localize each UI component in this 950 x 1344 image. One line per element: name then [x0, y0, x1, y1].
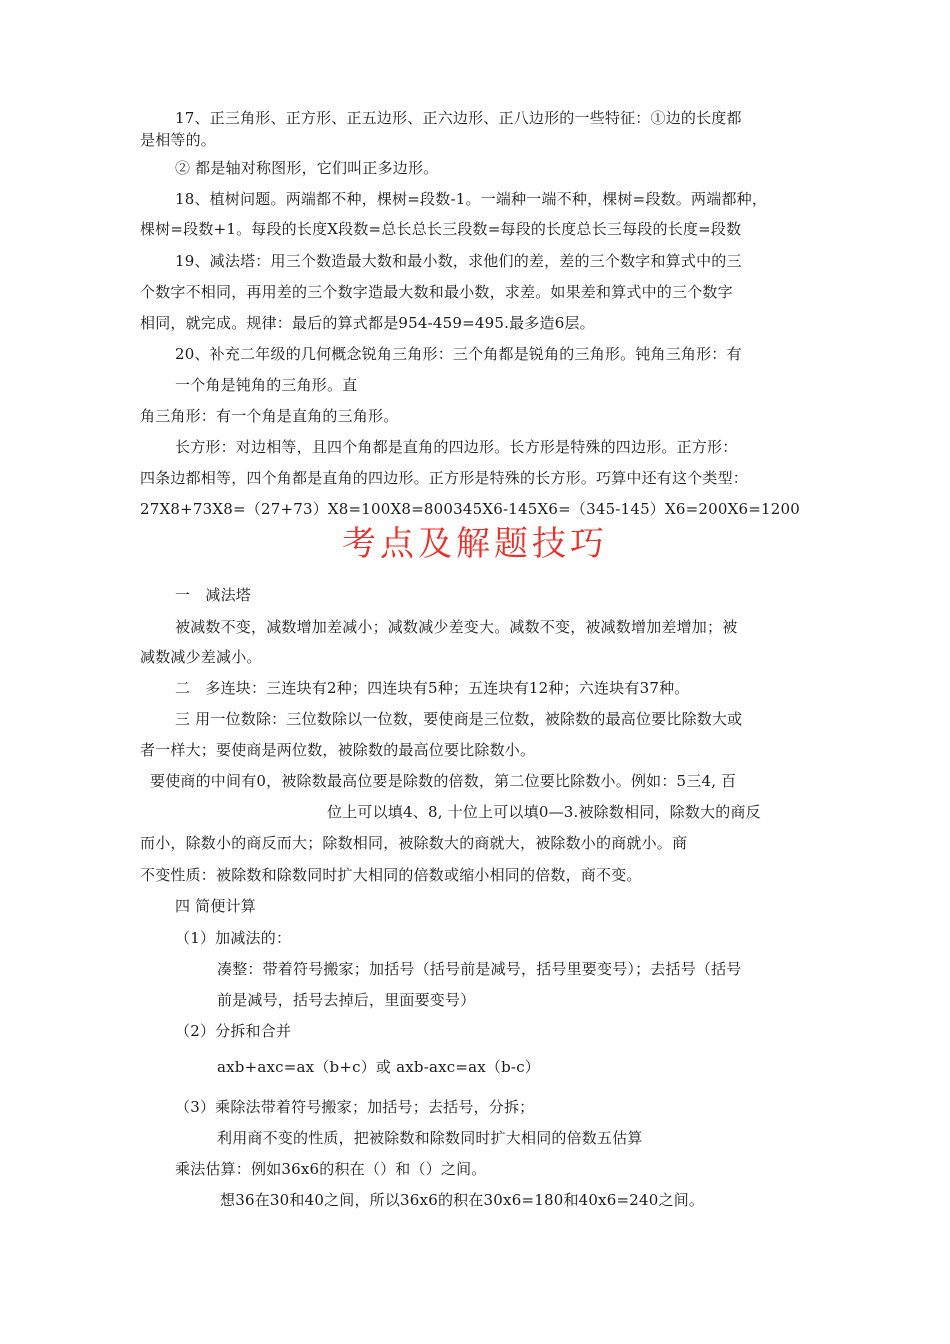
- rectangle-line-1: 长方形：对边相等，且四个角都是直角的四边形。长方形是特殊的四边形。正方形：: [175, 438, 738, 456]
- estimation-line-1: 乘法估算：例如36x6的积在（）和（）之间。: [175, 1160, 487, 1178]
- paragraph-19-line-1: 19、减法塔：用三个数造最大数和最小数，求他们的差，差的三个数字和算式中的三: [175, 252, 742, 270]
- paragraph-20-line-2: 一个角是钝角的三角形。直: [175, 376, 358, 394]
- section-heading: 考点及解题技巧: [342, 524, 608, 564]
- multiply-divide-line-1: 利用商不变的性质，把被除数和除数同时扩大相同的倍数五估算: [217, 1129, 643, 1147]
- division-line-2: 者一样大；要使商是两位数，被除数的最高位要比除数小。: [140, 741, 536, 759]
- subtraction-tower-line-2: 减数减少差减小。: [140, 648, 262, 666]
- polyomino-line: 二 多连块：三连块有2种；四连块有5种；五连块有12种；六连块有37种。: [175, 679, 690, 697]
- paragraph-19-line-2: 个数字不相同，再用差的三个数字造最大数和最小数，求差。如果差和算式中的三个数字: [140, 283, 733, 301]
- paragraph-18-line-1: 18、植树问题。两端都不种，棵树=段数-1。一端种一端不种，棵树=段数。两端都种，: [175, 190, 768, 208]
- split-merge-formula: axb+axc=ax（b+c）或 axb-axc=ax（b-c）: [217, 1058, 541, 1076]
- add-subtract-line-1: 凑整：带着符号搬家；加括号（括号前是减号，括号里要变号）；去括号（括号: [217, 960, 742, 978]
- rectangle-line-2: 四条边都相等，四个角都是直角的四边形。正方形是特殊的长方形。巧算中还有这个类型：: [140, 469, 749, 487]
- paragraph-17-line-2: 是相等的。: [140, 131, 217, 149]
- simple-calc-title: 四 简便计算: [175, 897, 256, 915]
- paragraph-18-line-2: 棵树=段数+1。每段的长度Ⅹ段数=总长总长三段数=每段的长度总长三每段的长度=段数: [140, 220, 742, 238]
- add-subtract-line-2: 前是减号，括号去掉后，里面要变号）: [217, 991, 476, 1009]
- multiply-divide-title: （3）乘除法带着符号搬家；加括号；去括号，分拆；: [175, 1098, 535, 1116]
- division-line-1: 三 用一位数除：三位数除以一位数，要使商是三位数，被除数的最高位要比除数大或: [175, 710, 743, 728]
- estimation-line-2: 想36在30和40之间，所以36x6的积在30x6=180和40x6=240之间。: [220, 1191, 705, 1209]
- add-subtract-title: （1）加减法的：: [175, 929, 292, 947]
- paragraph-17-line-3: ② 都是轴对称图形，它们叫正多边形。: [175, 159, 439, 177]
- paragraph-20-line-3: 角三角形：有一个角是直角的三角形。: [140, 407, 399, 425]
- subtraction-tower-title: 一 减法塔: [175, 586, 252, 604]
- division-line-4: 位上可以填4、8, 十位上可以填0—3.被除数相同，除数大的商反: [327, 803, 761, 821]
- division-line-3: 要使商的中间有0，被除数最高位要是除数的倍数，第二位要比除数小。例如：5三4, 百: [150, 772, 737, 790]
- rectangle-line-3: 27Ⅹ8+73Ⅹ8=（27+73）Ⅹ8=100Ⅹ8=800345Ⅹ6-145Ⅹ6=（345-145）Ⅹ6=200Ⅹ6=1200: [140, 500, 800, 518]
- paragraph-20-line-1: 20、补充二年级的几何概念锐角三角形：三个角都是锐角的三角形。钝角三角形：有: [175, 345, 742, 363]
- division-line-5: 而小，除数小的商反而大；除数相同，被除数大的商就大，被除数小的商就小。商: [140, 834, 688, 852]
- subtraction-tower-line-1: 被减数不变，减数增加差减小；减数减少差变大。减数不变，被减数增加差增加；被: [175, 618, 738, 636]
- division-line-6: 不变性质：被除数和除数同时扩大相同的倍数或缩小相同的倍数，商不变。: [140, 866, 642, 884]
- paragraph-17-line-1: 17、正三角形、正方形、正五边形、正六边形、正八边形的一些特征：①边的长度都: [175, 109, 742, 127]
- paragraph-19-line-3: 相同，就完成。规律：最后的算式都是954-459=495.最多造6层。: [140, 314, 595, 332]
- split-merge-title: （2）分拆和合并: [175, 1022, 292, 1040]
